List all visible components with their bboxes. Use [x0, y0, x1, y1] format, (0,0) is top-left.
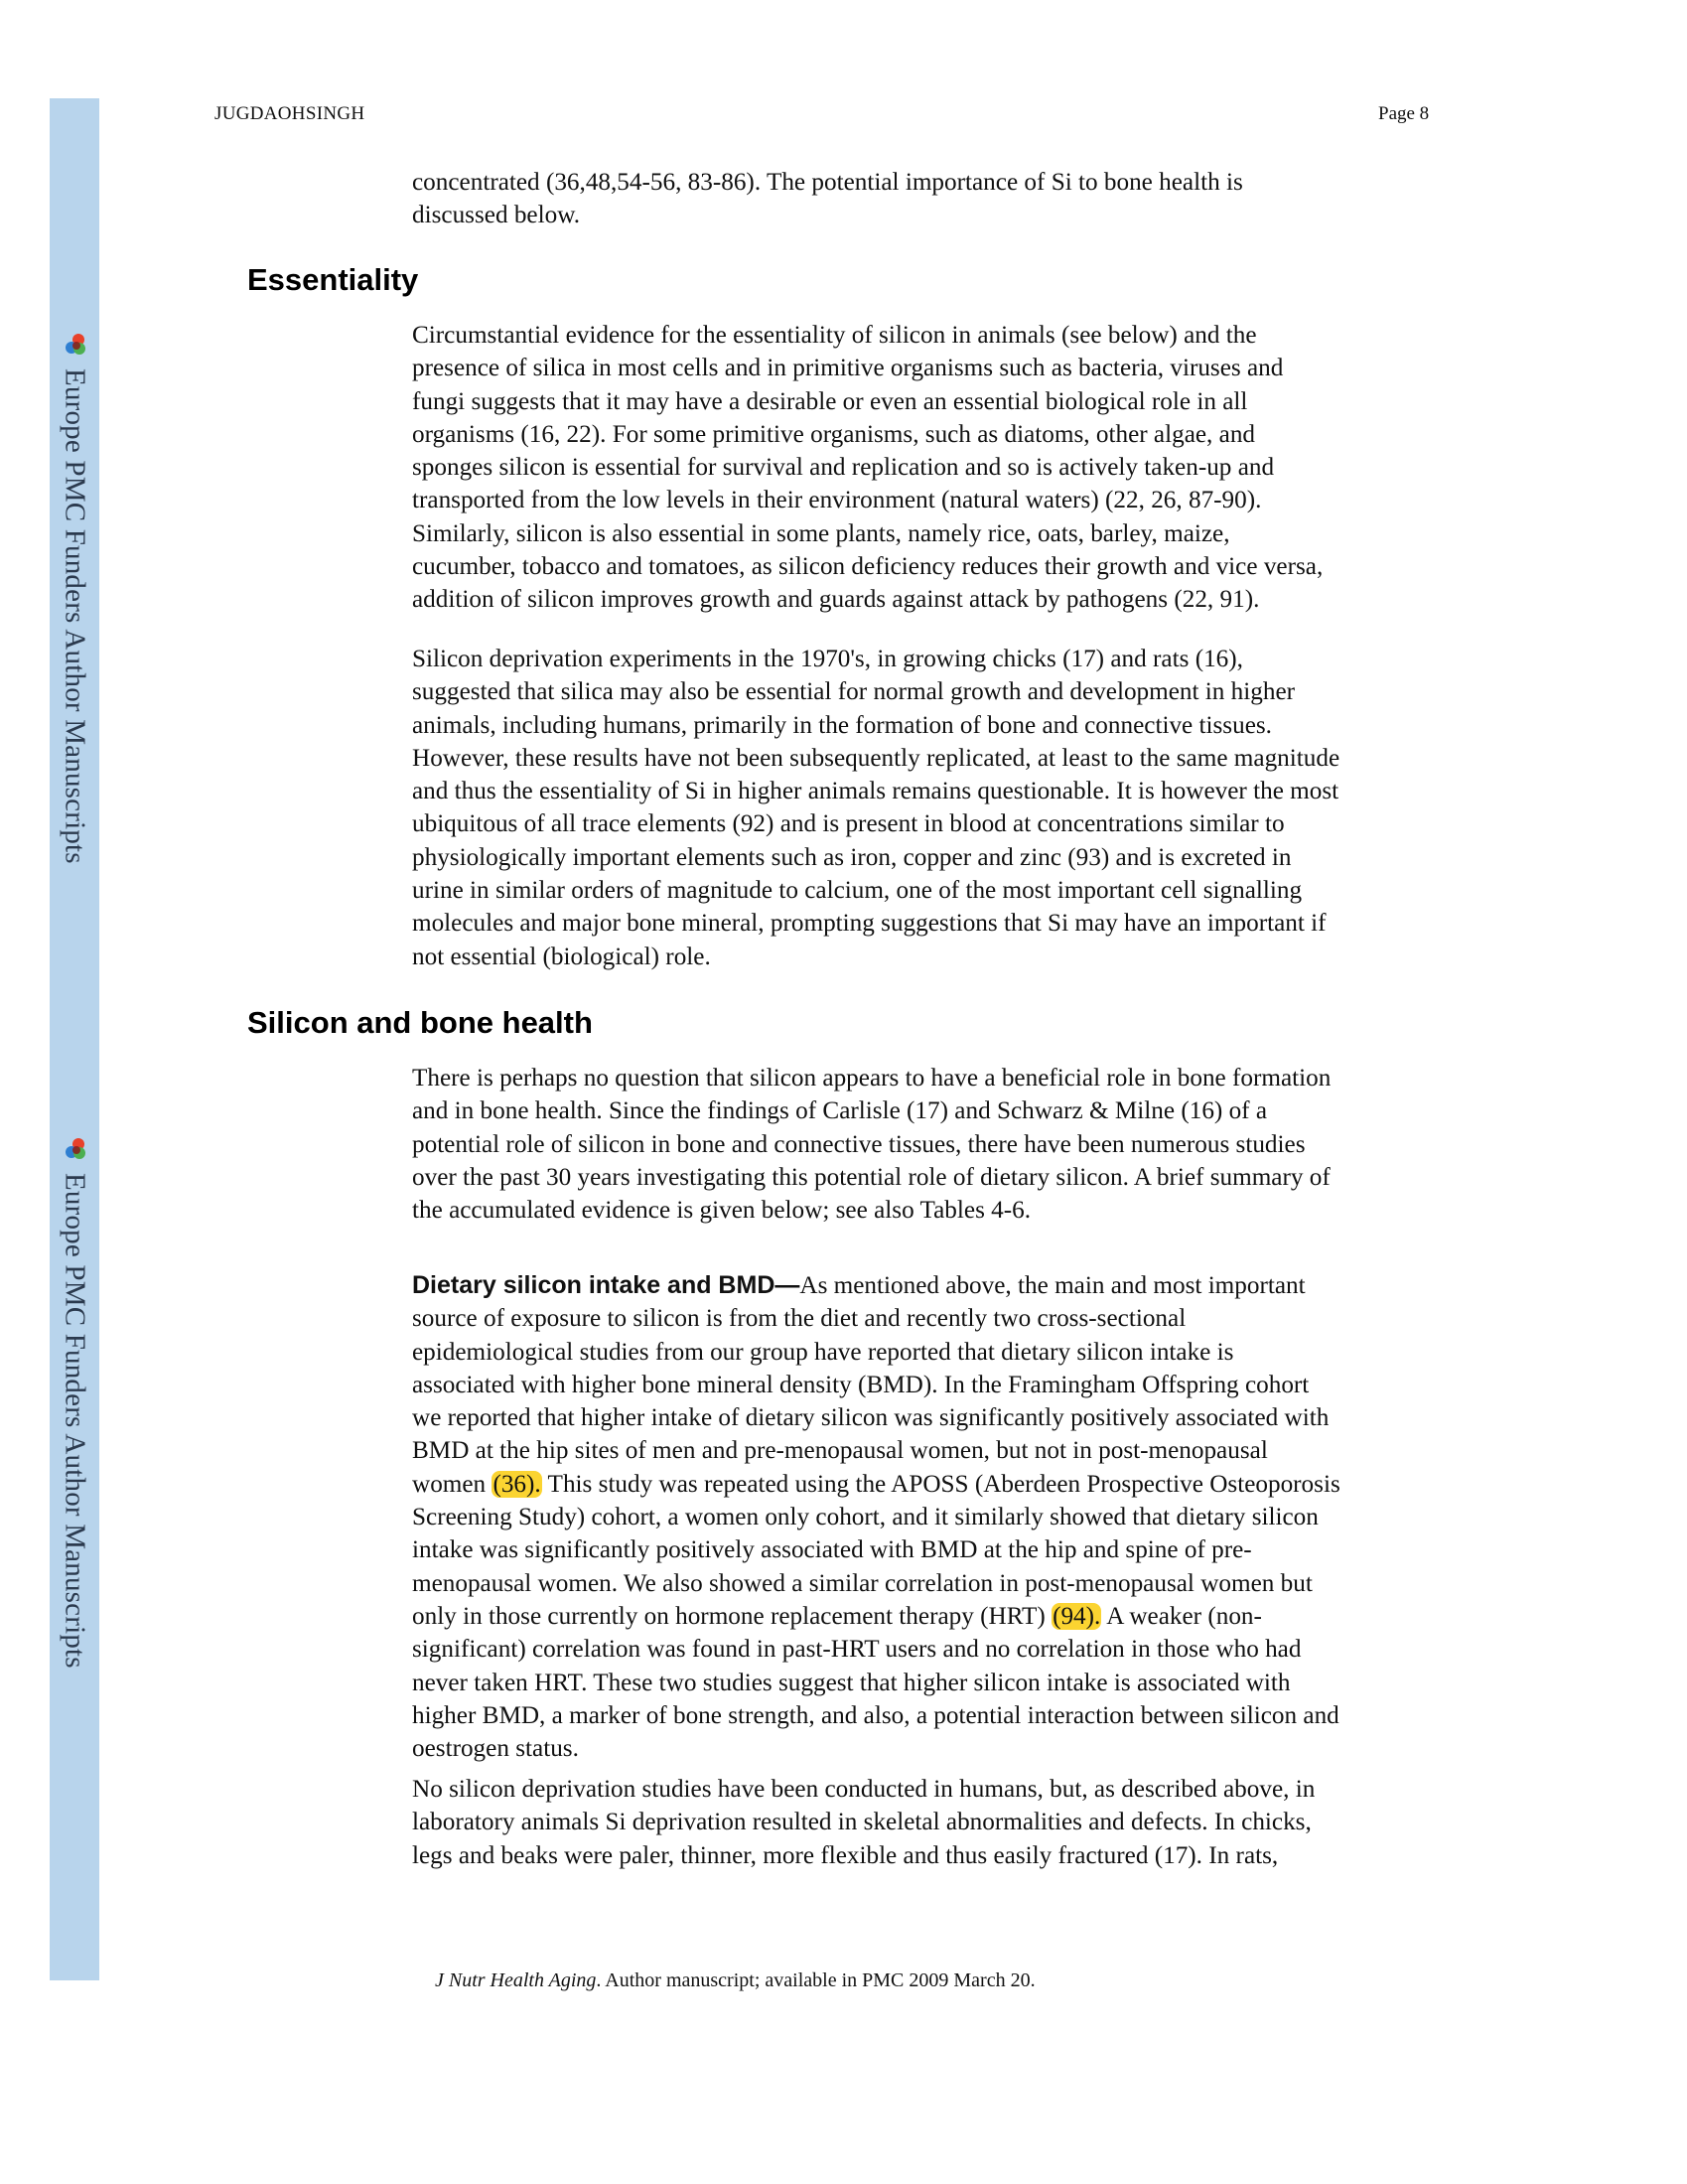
text-line: However, these results have not been subsequently replicated, at least to the same magnitude: [412, 744, 1340, 772]
text-line: molecules and major bone mineral, prompting suggestions that Si may have an important if: [412, 910, 1327, 938]
text-line: [412, 1600, 1445, 1633]
text-line: sponges silicon is essential for survival and replication and so is actively taken-up and: [412, 454, 1275, 482]
text-line: presence of silica in most cells and in primitive organisms such as bacteria, viruses and: [412, 355, 1284, 382]
section-heading-essentiality: Essentiality: [247, 262, 419, 297]
text-line: significant) correlation was found in past-HRT users and no correlation in those who had: [412, 1636, 1302, 1664]
text-line: physiologically important elements such as iron, copper and zinc (93) and is excreted in: [412, 843, 1292, 871]
text-line: No silicon deprivation studies have been conducted in humans, but, as described above, in: [412, 1776, 1316, 1803]
text-line: Circumstantial evidence for the essentiality of silicon in animals (see below) and the: [412, 322, 1257, 349]
text-line: associated with higher bone mineral density (BMD). In the Framingham Offspring cohort: [412, 1371, 1310, 1398]
text-line: intake was significantly positively associated with BMD at the hip and spine of pre-: [412, 1536, 1252, 1564]
text-line: suggested that silica may also be essential for normal growth and development in higher: [412, 678, 1296, 706]
text-line: over the past 30 years investigating this potential role of dietary silicon. A brief summary of: [412, 1163, 1331, 1191]
sidebar-label-top: Europe PMC Funders Author Manuscripts: [59, 368, 91, 864]
citation-highlight-36[interactable]: (36).: [492, 1470, 541, 1498]
text-line: higher BMD, a marker of bone strength, and also, a potential interaction between silicon and: [412, 1701, 1339, 1729]
text-line: BMD at the hip sites of men and pre-menopausal women, but not in post-menopausal: [412, 1437, 1268, 1465]
intro-paragraph: [412, 166, 1445, 232]
sidebar-bar: [50, 98, 99, 1980]
text-line: [412, 1269, 1445, 1302]
text-line: Silicon deprivation experiments in the 1970's, in growing chicks (17) and rats (16),: [412, 646, 1243, 672]
essentiality-paragraph-1: [412, 319, 1445, 617]
text-line: potential role of silicon in bone and connective tissues, there have been numerous studies: [412, 1130, 1306, 1158]
europe-pmc-logo-icon: [64, 333, 87, 357]
bone-paragraph-3: [412, 1773, 1445, 1872]
sidebar-label-bottom: Europe PMC Funders Author Manuscripts: [59, 1173, 91, 1669]
bone-paragraph-1: [412, 1062, 1445, 1227]
text-line: There is perhaps no question that silicon appears to have a beneficial role in bone formation: [412, 1065, 1332, 1092]
europe-pmc-logo-icon: [64, 1137, 87, 1161]
section-heading-bone-health: Silicon and bone health: [247, 1005, 593, 1040]
text-line: never taken HRT. These two studies suggest that higher silicon intake is associated with: [412, 1669, 1291, 1696]
text-line: legs and beaks were paler, thinner, more flexible and thus easily fractured (17). In rats,: [412, 1841, 1279, 1869]
citation-highlight-94[interactable]: (94).: [1053, 1602, 1101, 1630]
text-line: animals, including humans, primarily in the formation of bone and connective tissues.: [412, 711, 1272, 739]
text-line: Similarly, silicon is also essential in some plants, namely rice, oats, barley, maize,: [412, 519, 1230, 547]
text-line: concentrated (36,48,54-56, 83-86). The potential importance of Si to bone health is: [412, 169, 1243, 196]
text-line: oestrogen status.: [412, 1735, 579, 1763]
text-line: cucumber, tobacco and tomatoes, as silicon deficiency reduces their growth and vice versa,: [412, 553, 1324, 581]
text-line: we reported that higher intake of dietary silicon was significantly positively associated with: [412, 1404, 1330, 1432]
text-fragment: A weaker (non-: [1101, 1602, 1262, 1630]
footer-rest: . Author manuscript; available in PMC 2009 March 20.: [596, 1969, 1036, 1991]
text-line: [412, 1468, 1445, 1501]
text-line: the accumulated evidence is given below; see also Tables 4-6.: [412, 1197, 1032, 1225]
text-line: organisms (16, 22). For some primitive organisms, such as diatoms, other algae, and: [412, 420, 1256, 448]
subsection-heading-dietary-silicon: Dietary silicon intake and BMD—: [412, 1271, 800, 1299]
text-fragment: This study was repeated using the APOSS (Aberdeen Prospective Osteoporosis: [541, 1470, 1340, 1498]
running-head-author: JUGDAOHSINGH: [214, 103, 365, 124]
text-line: and in bone health. Since the findings of Carlisle (17) and Schwarz & Milne (16) of a: [412, 1097, 1268, 1125]
text-line: source of exposure to silicon is from the diet and recently two cross-sectional: [412, 1305, 1187, 1333]
text-line: laboratory animals Si deprivation resulted in skeletal abnormalities and defects. In chicks,: [412, 1809, 1312, 1836]
text-fragment: As mentioned above, the main and most important: [799, 1272, 1306, 1299]
text-line: not essential (biological) role.: [412, 943, 711, 970]
footer-citation: [435, 1969, 1036, 1992]
text-line: epidemiological studies from our group have reported that dietary silicon intake is: [412, 1338, 1234, 1366]
text-fragment: women: [412, 1470, 487, 1498]
running-head-page: Page 8: [1378, 103, 1430, 124]
text-line: addition of silicon improves growth and guards against attack by pathogens (22, 91).: [412, 586, 1260, 614]
bone-paragraph-2: [412, 1269, 1445, 1765]
essentiality-paragraph-2: [412, 643, 1445, 973]
text-line: Screening Study) cohort, a women only cohort, and it similarly showed that dietary silicon: [412, 1504, 1319, 1531]
text-line: fungi suggests that it may have a desirable or even an essential biological role in all: [412, 387, 1248, 415]
text-fragment: only in those currently on hormone replacement therapy (HRT): [412, 1602, 1046, 1630]
text-line: ubiquitous of all trace elements (92) and is present in blood at concentrations similar to: [412, 810, 1285, 838]
text-line: discussed below.: [412, 202, 581, 229]
text-line: menopausal women. We also showed a similar correlation in post-menopausal women but: [412, 1569, 1313, 1597]
text-line: transported from the low levels in their environment (natural waters) (22, 26, 87-90).: [412, 487, 1262, 514]
footer-journal: J Nutr Health Aging: [435, 1969, 597, 1991]
text-line: urine in similar orders of magnitude to calcium, one of the most important cell signalling: [412, 877, 1303, 905]
text-line: and thus the essentiality of Si in higher animals remains questionable. It is however the most: [412, 778, 1339, 805]
